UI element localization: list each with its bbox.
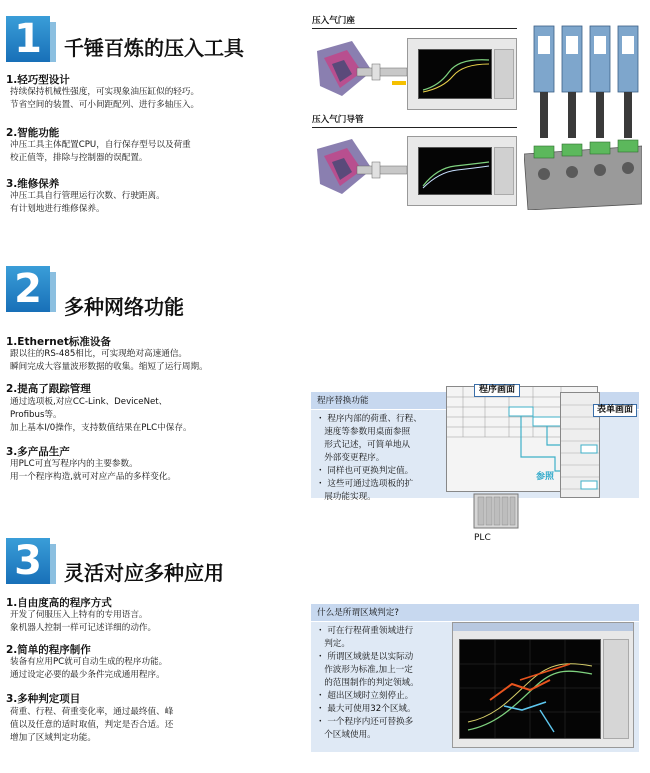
s2-item1-line2: 瞬间完成大容量波形数据的收集。缩短了运行周期。 <box>10 362 208 372</box>
s1-item3-line1: 冲压工具自行管理运行次数、行驶距离。 <box>10 191 165 201</box>
fig2-bullet-line: 展功能实现。 <box>324 492 376 502</box>
fig3-bullet-line: ・ 最大可使用32个区域。 <box>316 704 416 714</box>
s3-item3-heading: 3.多种判定项目 <box>6 693 81 705</box>
program-switch-heading: 程序替换功能 <box>311 392 639 410</box>
s1-item2-heading: 2.智能功能 <box>6 127 60 139</box>
fig1-bottom-rule <box>312 127 517 128</box>
s1-item2-line1: 冲压工具主体配置CPU，自行保存型号以及荷重 <box>10 140 191 150</box>
multi-axis-press-tools-illustration <box>524 24 642 210</box>
plc-label: PLC <box>474 533 491 543</box>
fig2-bullet-line: 外部变更程序。 <box>324 453 385 463</box>
s3-item1-line1: 开发了伺服压入上特有的专用语言。 <box>10 610 148 620</box>
fig3-bullet-line: 的范围制作的判定领域。 <box>324 678 419 688</box>
fig1-caption-top: 压入气门座 <box>312 16 355 26</box>
s2-item2-line1: 通过选项板,对应CC-Link、DeviceNet、 <box>10 397 168 407</box>
fig3-bullet-line: 个区域使用。 <box>324 730 376 740</box>
section-2-title: 多种网络功能 <box>64 295 184 319</box>
s1-item3-line2: 有计划地进行维修保养。 <box>10 204 105 214</box>
s1-item1-line2: 节省空间的装置、可小间距配列、进行多轴压入。 <box>10 100 200 110</box>
fig2-bullet-line: ・ 同样也可更换判定值。 <box>316 466 414 476</box>
fig2-bullet-line: 速度等参数用桌面参照 <box>324 427 411 437</box>
s1-item2-line2: 校正值等，排除与控制器的误配置。 <box>10 153 148 163</box>
s1-item1-heading: 1.轻巧型设计 <box>6 74 70 86</box>
s3-item1-line2: 象机器人控制一样可记述详细的动作。 <box>10 623 157 633</box>
fig3-bullet-line: ・ 所谓区域就是以实际动 <box>316 652 414 662</box>
valve-guide-press-illustration <box>312 134 412 204</box>
s3-item2-line2: 通过设定必要的最少条件完成通用程序。 <box>10 670 165 680</box>
s3-item1-heading: 1.自由度高的程序方式 <box>6 597 112 609</box>
section-1-title: 千锤百炼的压入工具 <box>64 36 244 60</box>
s2-item1-heading: 1.Ethernet标准设备 <box>6 336 111 348</box>
zone-judgment-bullets <box>316 625 419 742</box>
s2-item2-heading: 2.提高了跟踪管理 <box>6 383 91 395</box>
reference-label: 参照 <box>536 472 555 482</box>
fig1-caption-bottom: 压入气门导管 <box>312 115 364 125</box>
zone-judgment-heading: 什么是所谓区域判定? <box>311 604 639 622</box>
s3-item3-line2: 值以及任意的适时取值，判定是否合适。还 <box>10 720 174 730</box>
fig3-bullet-line: ・ 可在行程荷重领域进行 <box>316 626 414 636</box>
s3-item3-line3: 增加了区域判定功能。 <box>10 733 96 743</box>
fig3-bullet-line: 判定。 <box>324 639 350 649</box>
fig2-bullet-line: 形式记述，可简单地从 <box>324 440 411 450</box>
s2-item3-heading: 3.多产品生产 <box>6 446 70 458</box>
s3-item2-heading: 2.简单的程序制作 <box>6 644 91 656</box>
section-1-number-badge: 1 <box>6 16 50 62</box>
valve-seat-press-illustration <box>312 36 412 106</box>
section-3-number-badge: 3 <box>6 538 50 584</box>
fig3-bullet-line: ・ 超出区域时立刻停止。 <box>316 691 414 701</box>
fig2-bullet-line: ・ 程序内部的荷重、行程、 <box>316 414 422 424</box>
s2-item2-line2: Profibus等。 <box>10 410 62 420</box>
plc-illustration <box>472 492 520 530</box>
s3-item2-line1: 装备有应用PC就可自动生成的程序功能。 <box>10 657 168 667</box>
zone-judgment-graph <box>459 639 601 739</box>
program-switch-bullets <box>316 413 422 504</box>
zone-judgment-screen <box>452 622 634 748</box>
s2-item3-line1: 用PLC可直写程序内的主要参数。 <box>10 459 138 469</box>
s3-item3-line1: 荷重、行程、荷重变化率，通过最终值、峰 <box>10 707 174 717</box>
fig2-bullet-line: ・ 这些可通过选项板的扩 <box>316 479 414 489</box>
program-screen-label: 程序画面 <box>474 384 520 397</box>
s1-item3-heading: 3.维修保养 <box>6 178 60 190</box>
fig1-screen-bottom <box>407 136 517 206</box>
fig1-graph-bottom <box>418 147 492 195</box>
section-3-title: 灵活对应多种应用 <box>64 561 224 585</box>
fig3-bullet-line: 作波形为标准,加上一定 <box>324 665 413 675</box>
table-screen-label: 表单画面 <box>593 404 637 417</box>
s2-item3-line2: 用一个程序构造,就可对应产品的多样变化。 <box>10 472 177 482</box>
fig1-top-rule <box>312 28 517 29</box>
fig1-screen-top <box>407 38 517 110</box>
section-2-number-badge: 2 <box>6 266 50 312</box>
fig3-bullet-line: ・ 一个程序内还可替换多 <box>316 717 414 727</box>
s1-item1-line1: 持续保持机械性强度，可实现象油压缸似的轻巧。 <box>10 87 200 97</box>
fig1-graph-top <box>418 49 492 99</box>
s2-item2-line3: 加上基本I/0操作，支持数值结果在PLC中保存。 <box>10 423 192 433</box>
s2-item1-line1: 跟以往的RS-485相比，可实现绝对高速通信。 <box>10 349 188 359</box>
